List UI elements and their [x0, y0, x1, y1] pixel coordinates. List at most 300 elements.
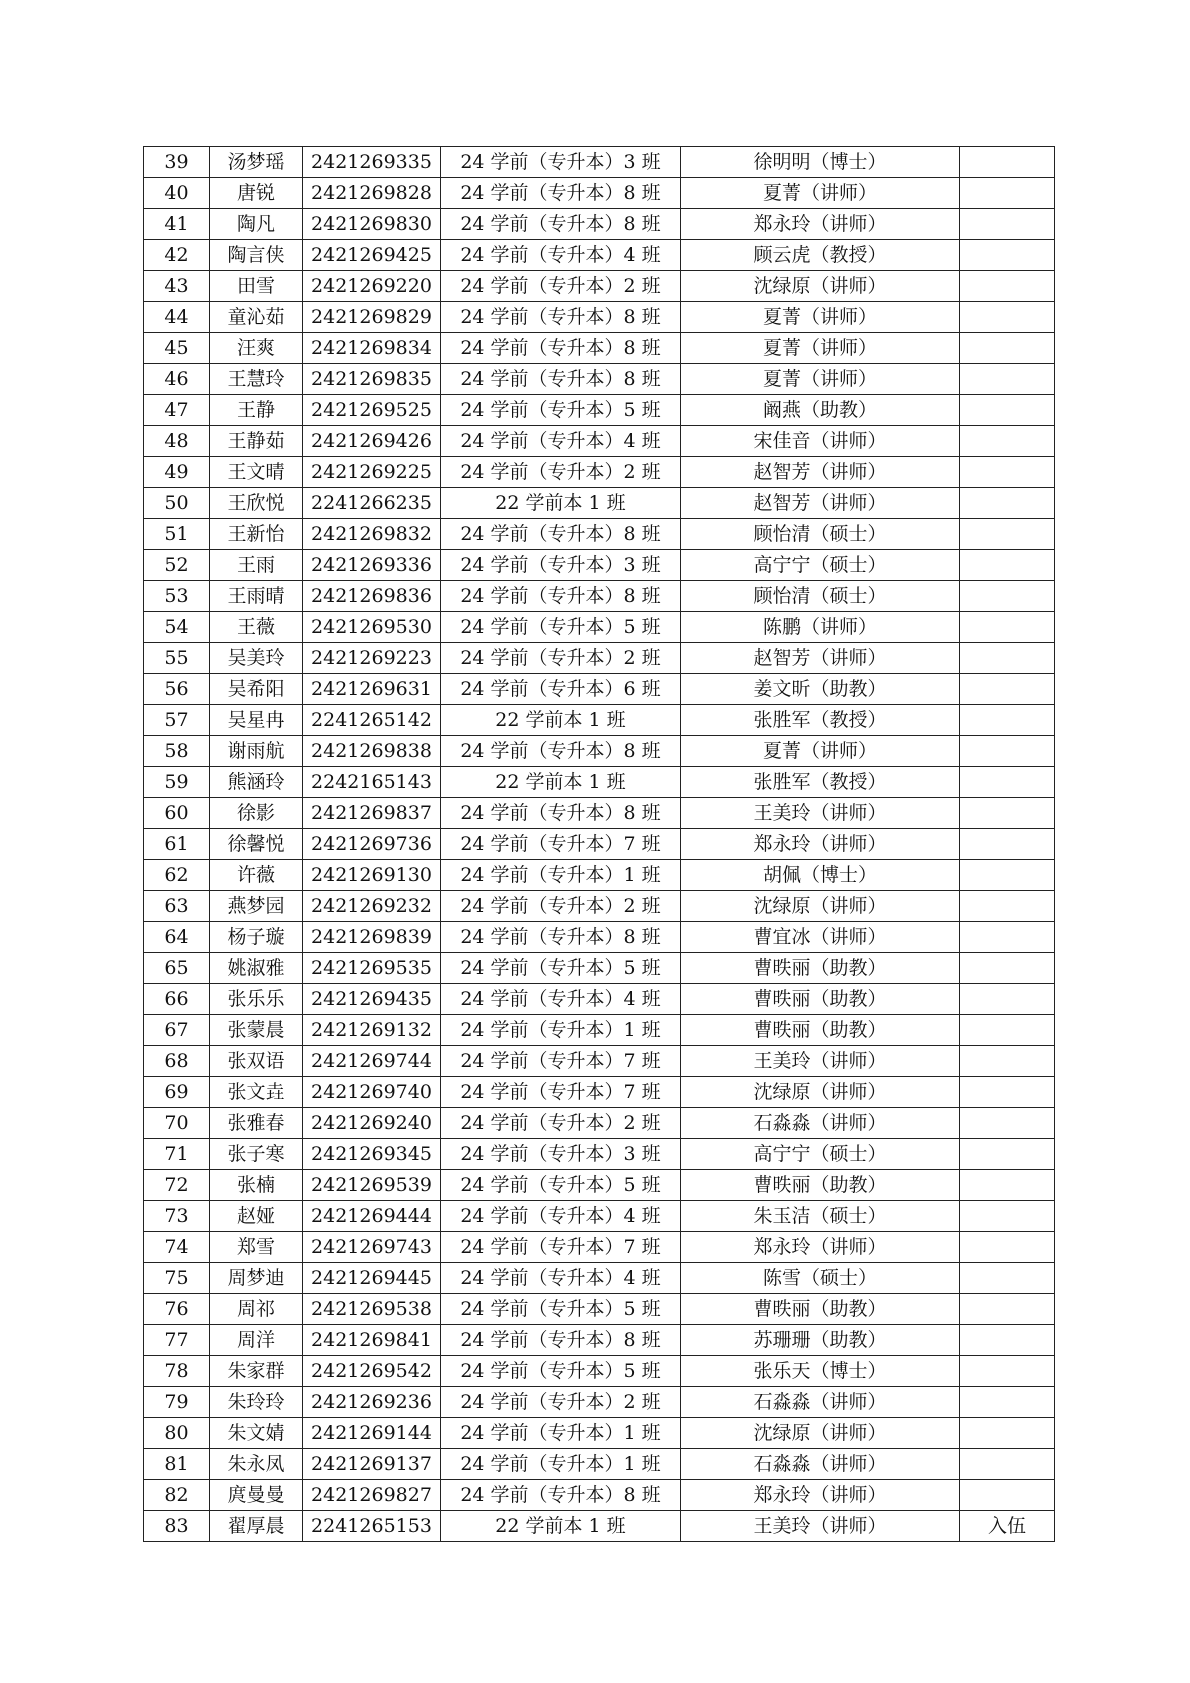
note-cell [960, 364, 1055, 395]
class-name-cell: 24 学前（专升本）8 班 [441, 1325, 681, 1356]
class-name-cell: 24 学前（专升本）8 班 [441, 736, 681, 767]
student-id-cell: 2421269835 [303, 364, 441, 395]
student-id-cell: 2421269336 [303, 550, 441, 581]
table-row [144, 178, 1055, 209]
advisor-name-cell: 夏菁（讲师） [681, 364, 960, 395]
class-name-cell: 24 学前（专升本）8 班 [441, 302, 681, 333]
table-row [144, 1356, 1055, 1387]
student-id-cell: 2421269525 [303, 395, 441, 426]
student-id-cell: 2421269827 [303, 1480, 441, 1511]
student-id-cell: 2421269736 [303, 829, 441, 860]
class-name-cell: 24 学前（专升本）2 班 [441, 643, 681, 674]
student-name-cell: 王雨晴 [210, 581, 303, 612]
table-row [144, 426, 1055, 457]
advisor-name-cell: 顾怡清（硕士） [681, 519, 960, 550]
note-cell [960, 1139, 1055, 1170]
table-row [144, 922, 1055, 953]
student-id-cell: 2421269830 [303, 209, 441, 240]
table-row [144, 1325, 1055, 1356]
row-number-cell: 53 [144, 581, 210, 612]
row-number-cell: 44 [144, 302, 210, 333]
student-name-cell: 翟厚晨 [210, 1511, 303, 1542]
advisor-name-cell: 沈绿原（讲师） [681, 891, 960, 922]
student-id-cell: 2421269839 [303, 922, 441, 953]
student-name-cell: 王欣悦 [210, 488, 303, 519]
class-name-cell: 24 学前（专升本）5 班 [441, 395, 681, 426]
advisor-name-cell: 石淼淼（讲师） [681, 1449, 960, 1480]
student-id-cell: 2421269236 [303, 1387, 441, 1418]
student-name-cell: 汤梦瑶 [210, 147, 303, 178]
advisor-name-cell: 夏菁（讲师） [681, 302, 960, 333]
table-row [144, 953, 1055, 984]
table-row [144, 1077, 1055, 1108]
note-cell [960, 767, 1055, 798]
class-name-cell: 24 学前（专升本）7 班 [441, 829, 681, 860]
table-row [144, 519, 1055, 550]
advisor-name-cell: 张乐天（博士） [681, 1356, 960, 1387]
student-name-cell: 童沁茹 [210, 302, 303, 333]
note-cell [960, 1263, 1055, 1294]
student-name-cell: 田雪 [210, 271, 303, 302]
student-id-cell: 2421269740 [303, 1077, 441, 1108]
advisor-name-cell: 曹昳丽（助教） [681, 953, 960, 984]
student-id-cell: 2421269435 [303, 984, 441, 1015]
class-name-cell: 22 学前本 1 班 [441, 705, 681, 736]
advisor-name-cell: 阚燕（助教） [681, 395, 960, 426]
student-name-cell: 熊涵玲 [210, 767, 303, 798]
note-cell [960, 1356, 1055, 1387]
row-number-cell: 74 [144, 1232, 210, 1263]
table-row [144, 643, 1055, 674]
class-name-cell: 24 学前（专升本）4 班 [441, 426, 681, 457]
class-name-cell: 24 学前（专升本）8 班 [441, 519, 681, 550]
student-roster-table [143, 146, 1055, 1542]
row-number-cell: 68 [144, 1046, 210, 1077]
table-row [144, 1387, 1055, 1418]
note-cell: 入伍 [960, 1511, 1055, 1542]
table-row [144, 1511, 1055, 1542]
student-name-cell: 朱永凤 [210, 1449, 303, 1480]
row-number-cell: 62 [144, 860, 210, 891]
advisor-name-cell: 赵智芳（讲师） [681, 457, 960, 488]
class-name-cell: 24 学前（专升本）2 班 [441, 1108, 681, 1139]
row-number-cell: 65 [144, 953, 210, 984]
student-id-cell: 2421269225 [303, 457, 441, 488]
student-id-cell: 2241265153 [303, 1511, 441, 1542]
advisor-name-cell: 曹昳丽（助教） [681, 1294, 960, 1325]
table-row [144, 1480, 1055, 1511]
student-name-cell: 周梦迪 [210, 1263, 303, 1294]
row-number-cell: 60 [144, 798, 210, 829]
table-row [144, 891, 1055, 922]
note-cell [960, 922, 1055, 953]
note-cell [960, 1077, 1055, 1108]
note-cell [960, 550, 1055, 581]
note-cell [960, 984, 1055, 1015]
class-name-cell: 24 学前（专升本）5 班 [441, 612, 681, 643]
class-name-cell: 24 学前（专升本）7 班 [441, 1046, 681, 1077]
note-cell [960, 1387, 1055, 1418]
class-name-cell: 24 学前（专升本）4 班 [441, 240, 681, 271]
note-cell [960, 860, 1055, 891]
student-id-cell: 2421269240 [303, 1108, 441, 1139]
table-row [144, 1232, 1055, 1263]
class-name-cell: 24 学前（专升本）5 班 [441, 1170, 681, 1201]
advisor-name-cell: 朱玉洁（硕士） [681, 1201, 960, 1232]
class-name-cell: 22 学前本 1 班 [441, 767, 681, 798]
row-number-cell: 76 [144, 1294, 210, 1325]
student-name-cell: 张蒙晨 [210, 1015, 303, 1046]
advisor-name-cell: 赵智芳（讲师） [681, 488, 960, 519]
note-cell [960, 395, 1055, 426]
student-id-cell: 2421269345 [303, 1139, 441, 1170]
advisor-name-cell: 夏菁（讲师） [681, 333, 960, 364]
student-id-cell: 2421269535 [303, 953, 441, 984]
advisor-name-cell: 郑永玲（讲师） [681, 1232, 960, 1263]
roster-body [144, 147, 1055, 1542]
table-row [144, 364, 1055, 395]
advisor-name-cell: 苏珊珊（助教） [681, 1325, 960, 1356]
advisor-name-cell: 郑永玲（讲师） [681, 209, 960, 240]
table-row [144, 984, 1055, 1015]
student-name-cell: 张子寒 [210, 1139, 303, 1170]
note-cell [960, 674, 1055, 705]
row-number-cell: 81 [144, 1449, 210, 1480]
class-name-cell: 24 学前（专升本）5 班 [441, 1294, 681, 1325]
advisor-name-cell: 沈绿原（讲师） [681, 1418, 960, 1449]
row-number-cell: 57 [144, 705, 210, 736]
row-number-cell: 42 [144, 240, 210, 271]
table-row [144, 829, 1055, 860]
advisor-name-cell: 曹昳丽（助教） [681, 984, 960, 1015]
student-name-cell: 唐锐 [210, 178, 303, 209]
class-name-cell: 24 学前（专升本）7 班 [441, 1077, 681, 1108]
student-id-cell: 2421269744 [303, 1046, 441, 1077]
table-row [144, 1418, 1055, 1449]
table-row [144, 1263, 1055, 1294]
row-number-cell: 40 [144, 178, 210, 209]
row-number-cell: 48 [144, 426, 210, 457]
row-number-cell: 46 [144, 364, 210, 395]
advisor-name-cell: 郑永玲（讲师） [681, 1480, 960, 1511]
student-name-cell: 朱家群 [210, 1356, 303, 1387]
class-name-cell: 24 学前（专升本）2 班 [441, 1387, 681, 1418]
row-number-cell: 73 [144, 1201, 210, 1232]
row-number-cell: 64 [144, 922, 210, 953]
student-id-cell: 2421269828 [303, 178, 441, 209]
student-name-cell: 姚淑雅 [210, 953, 303, 984]
class-name-cell: 24 学前（专升本）4 班 [441, 1263, 681, 1294]
student-id-cell: 2421269838 [303, 736, 441, 767]
student-name-cell: 汪爽 [210, 333, 303, 364]
advisor-name-cell: 曹昳丽（助教） [681, 1170, 960, 1201]
student-name-cell: 陶凡 [210, 209, 303, 240]
advisor-name-cell: 顾怡清（硕士） [681, 581, 960, 612]
class-name-cell: 24 学前（专升本）3 班 [441, 147, 681, 178]
student-id-cell: 2421269132 [303, 1015, 441, 1046]
student-id-cell: 2421269542 [303, 1356, 441, 1387]
class-name-cell: 24 学前（专升本）8 班 [441, 1480, 681, 1511]
advisor-name-cell: 石淼淼（讲师） [681, 1387, 960, 1418]
student-name-cell: 张楠 [210, 1170, 303, 1201]
advisor-name-cell: 徐明明（博士） [681, 147, 960, 178]
student-id-cell: 2421269631 [303, 674, 441, 705]
row-number-cell: 78 [144, 1356, 210, 1387]
advisor-name-cell: 顾云虎（教授） [681, 240, 960, 271]
table-row [144, 705, 1055, 736]
class-name-cell: 24 学前（专升本）8 班 [441, 581, 681, 612]
student-name-cell: 王新怡 [210, 519, 303, 550]
advisor-name-cell: 姜文昕（助教） [681, 674, 960, 705]
student-name-cell: 吴星冉 [210, 705, 303, 736]
note-cell [960, 240, 1055, 271]
advisor-name-cell: 胡佩（博士） [681, 860, 960, 891]
class-name-cell: 24 学前（专升本）1 班 [441, 1449, 681, 1480]
table-row [144, 736, 1055, 767]
row-number-cell: 43 [144, 271, 210, 302]
table-row [144, 1046, 1055, 1077]
student-id-cell: 2421269220 [303, 271, 441, 302]
student-name-cell: 王文晴 [210, 457, 303, 488]
table-row [144, 333, 1055, 364]
note-cell [960, 426, 1055, 457]
class-name-cell: 24 学前（专升本）6 班 [441, 674, 681, 705]
table-row [144, 302, 1055, 333]
table-row [144, 1015, 1055, 1046]
student-id-cell: 2421269841 [303, 1325, 441, 1356]
note-cell [960, 705, 1055, 736]
row-number-cell: 51 [144, 519, 210, 550]
note-cell [960, 1108, 1055, 1139]
class-name-cell: 24 学前（专升本）2 班 [441, 891, 681, 922]
row-number-cell: 54 [144, 612, 210, 643]
row-number-cell: 49 [144, 457, 210, 488]
student-name-cell: 张乐乐 [210, 984, 303, 1015]
row-number-cell: 83 [144, 1511, 210, 1542]
class-name-cell: 24 学前（专升本）3 班 [441, 1139, 681, 1170]
advisor-name-cell: 高宁宁（硕士） [681, 1139, 960, 1170]
table-row [144, 581, 1055, 612]
note-cell [960, 1325, 1055, 1356]
row-number-cell: 69 [144, 1077, 210, 1108]
student-name-cell: 王雨 [210, 550, 303, 581]
class-name-cell: 24 学前（专升本）4 班 [441, 984, 681, 1015]
student-name-cell: 王薇 [210, 612, 303, 643]
class-name-cell: 24 学前（专升本）1 班 [441, 860, 681, 891]
advisor-name-cell: 王美玲（讲师） [681, 1511, 960, 1542]
table-row [144, 1108, 1055, 1139]
student-id-cell: 2421269837 [303, 798, 441, 829]
table-row [144, 240, 1055, 271]
class-name-cell: 24 学前（专升本）1 班 [441, 1418, 681, 1449]
row-number-cell: 59 [144, 767, 210, 798]
table-row [144, 767, 1055, 798]
row-number-cell: 82 [144, 1480, 210, 1511]
row-number-cell: 39 [144, 147, 210, 178]
table-row [144, 550, 1055, 581]
class-name-cell: 24 学前（专升本）8 班 [441, 333, 681, 364]
table-row [144, 860, 1055, 891]
student-id-cell: 2421269144 [303, 1418, 441, 1449]
student-id-cell: 2421269425 [303, 240, 441, 271]
student-id-cell: 2421269834 [303, 333, 441, 364]
advisor-name-cell: 张胜军（教授） [681, 705, 960, 736]
student-id-cell: 2421269836 [303, 581, 441, 612]
note-cell [960, 1015, 1055, 1046]
student-id-cell: 2421269137 [303, 1449, 441, 1480]
student-name-cell: 张雅春 [210, 1108, 303, 1139]
advisor-name-cell: 赵智芳（讲师） [681, 643, 960, 674]
note-cell [960, 1480, 1055, 1511]
row-number-cell: 61 [144, 829, 210, 860]
table-row [144, 1170, 1055, 1201]
class-name-cell: 24 学前（专升本）8 班 [441, 922, 681, 953]
class-name-cell: 24 学前（专升本）8 班 [441, 178, 681, 209]
advisor-name-cell: 石淼淼（讲师） [681, 1108, 960, 1139]
note-cell [960, 643, 1055, 674]
student-id-cell: 2421269539 [303, 1170, 441, 1201]
advisor-name-cell: 王美玲（讲师） [681, 798, 960, 829]
class-name-cell: 24 学前（专升本）4 班 [441, 1201, 681, 1232]
class-name-cell: 24 学前（专升本）1 班 [441, 1015, 681, 1046]
note-cell [960, 581, 1055, 612]
student-id-cell: 2241266235 [303, 488, 441, 519]
student-id-cell: 2421269130 [303, 860, 441, 891]
advisor-name-cell: 夏菁（讲师） [681, 736, 960, 767]
table-row [144, 798, 1055, 829]
advisor-name-cell: 宋佳音（讲师） [681, 426, 960, 457]
row-number-cell: 55 [144, 643, 210, 674]
class-name-cell: 24 学前（专升本）7 班 [441, 1232, 681, 1263]
row-number-cell: 56 [144, 674, 210, 705]
class-name-cell: 24 学前（专升本）8 班 [441, 364, 681, 395]
student-id-cell: 2421269832 [303, 519, 441, 550]
note-cell [960, 1449, 1055, 1480]
advisor-name-cell: 夏菁（讲师） [681, 178, 960, 209]
student-name-cell: 王静 [210, 395, 303, 426]
row-number-cell: 63 [144, 891, 210, 922]
note-cell [960, 519, 1055, 550]
student-id-cell: 2421269444 [303, 1201, 441, 1232]
advisor-name-cell: 沈绿原（讲师） [681, 1077, 960, 1108]
student-name-cell: 庹曼曼 [210, 1480, 303, 1511]
student-name-cell: 朱文婧 [210, 1418, 303, 1449]
student-name-cell: 许薇 [210, 860, 303, 891]
student-id-cell: 2421269445 [303, 1263, 441, 1294]
advisor-name-cell: 陈鹏（讲师） [681, 612, 960, 643]
note-cell [960, 1201, 1055, 1232]
advisor-name-cell: 张胜军（教授） [681, 767, 960, 798]
student-name-cell: 郑雪 [210, 1232, 303, 1263]
table-row [144, 147, 1055, 178]
row-number-cell: 72 [144, 1170, 210, 1201]
class-name-cell: 22 学前本 1 班 [441, 1511, 681, 1542]
note-cell [960, 488, 1055, 519]
note-cell [960, 953, 1055, 984]
student-name-cell: 王慧玲 [210, 364, 303, 395]
table-row [144, 271, 1055, 302]
note-cell [960, 736, 1055, 767]
advisor-name-cell: 王美玲（讲师） [681, 1046, 960, 1077]
row-number-cell: 45 [144, 333, 210, 364]
student-id-cell: 2421269232 [303, 891, 441, 922]
note-cell [960, 1294, 1055, 1325]
table-row [144, 457, 1055, 488]
student-id-cell: 2242165143 [303, 767, 441, 798]
note-cell [960, 147, 1055, 178]
student-id-cell: 2421269530 [303, 612, 441, 643]
table-row [144, 488, 1055, 519]
class-name-cell: 24 学前（专升本）2 班 [441, 271, 681, 302]
student-name-cell: 张双语 [210, 1046, 303, 1077]
class-name-cell: 24 学前（专升本）3 班 [441, 550, 681, 581]
row-number-cell: 71 [144, 1139, 210, 1170]
note-cell [960, 209, 1055, 240]
table-row [144, 1201, 1055, 1232]
student-id-cell: 2421269743 [303, 1232, 441, 1263]
student-id-cell: 2421269426 [303, 426, 441, 457]
student-id-cell: 2241265142 [303, 705, 441, 736]
advisor-name-cell: 陈雪（硕士） [681, 1263, 960, 1294]
row-number-cell: 77 [144, 1325, 210, 1356]
student-name-cell: 陶言侠 [210, 240, 303, 271]
class-name-cell: 22 学前本 1 班 [441, 488, 681, 519]
note-cell [960, 302, 1055, 333]
advisor-name-cell: 曹昳丽（助教） [681, 1015, 960, 1046]
class-name-cell: 24 学前（专升本）2 班 [441, 457, 681, 488]
class-name-cell: 24 学前（专升本）8 班 [441, 209, 681, 240]
row-number-cell: 79 [144, 1387, 210, 1418]
table-row [144, 674, 1055, 705]
student-id-cell: 2421269223 [303, 643, 441, 674]
row-number-cell: 70 [144, 1108, 210, 1139]
table-row [144, 1449, 1055, 1480]
student-name-cell: 周洋 [210, 1325, 303, 1356]
row-number-cell: 67 [144, 1015, 210, 1046]
student-name-cell: 谢雨航 [210, 736, 303, 767]
note-cell [960, 612, 1055, 643]
row-number-cell: 41 [144, 209, 210, 240]
note-cell [960, 1170, 1055, 1201]
student-name-cell: 吴希阳 [210, 674, 303, 705]
student-name-cell: 王静茹 [210, 426, 303, 457]
student-name-cell: 燕梦园 [210, 891, 303, 922]
student-id-cell: 2421269829 [303, 302, 441, 333]
student-name-cell: 周祁 [210, 1294, 303, 1325]
student-name-cell: 杨子璇 [210, 922, 303, 953]
advisor-name-cell: 高宁宁（硕士） [681, 550, 960, 581]
student-name-cell: 徐影 [210, 798, 303, 829]
note-cell [960, 798, 1055, 829]
student-name-cell: 张文垚 [210, 1077, 303, 1108]
row-number-cell: 47 [144, 395, 210, 426]
note-cell [960, 829, 1055, 860]
note-cell [960, 1418, 1055, 1449]
student-name-cell: 赵娅 [210, 1201, 303, 1232]
advisor-name-cell: 曹宜冰（讲师） [681, 922, 960, 953]
note-cell [960, 333, 1055, 364]
student-id-cell: 2421269538 [303, 1294, 441, 1325]
student-name-cell: 吴美玲 [210, 643, 303, 674]
note-cell [960, 457, 1055, 488]
row-number-cell: 58 [144, 736, 210, 767]
table-row [144, 612, 1055, 643]
note-cell [960, 1232, 1055, 1263]
table-row [144, 209, 1055, 240]
row-number-cell: 52 [144, 550, 210, 581]
advisor-name-cell: 郑永玲（讲师） [681, 829, 960, 860]
note-cell [960, 1046, 1055, 1077]
